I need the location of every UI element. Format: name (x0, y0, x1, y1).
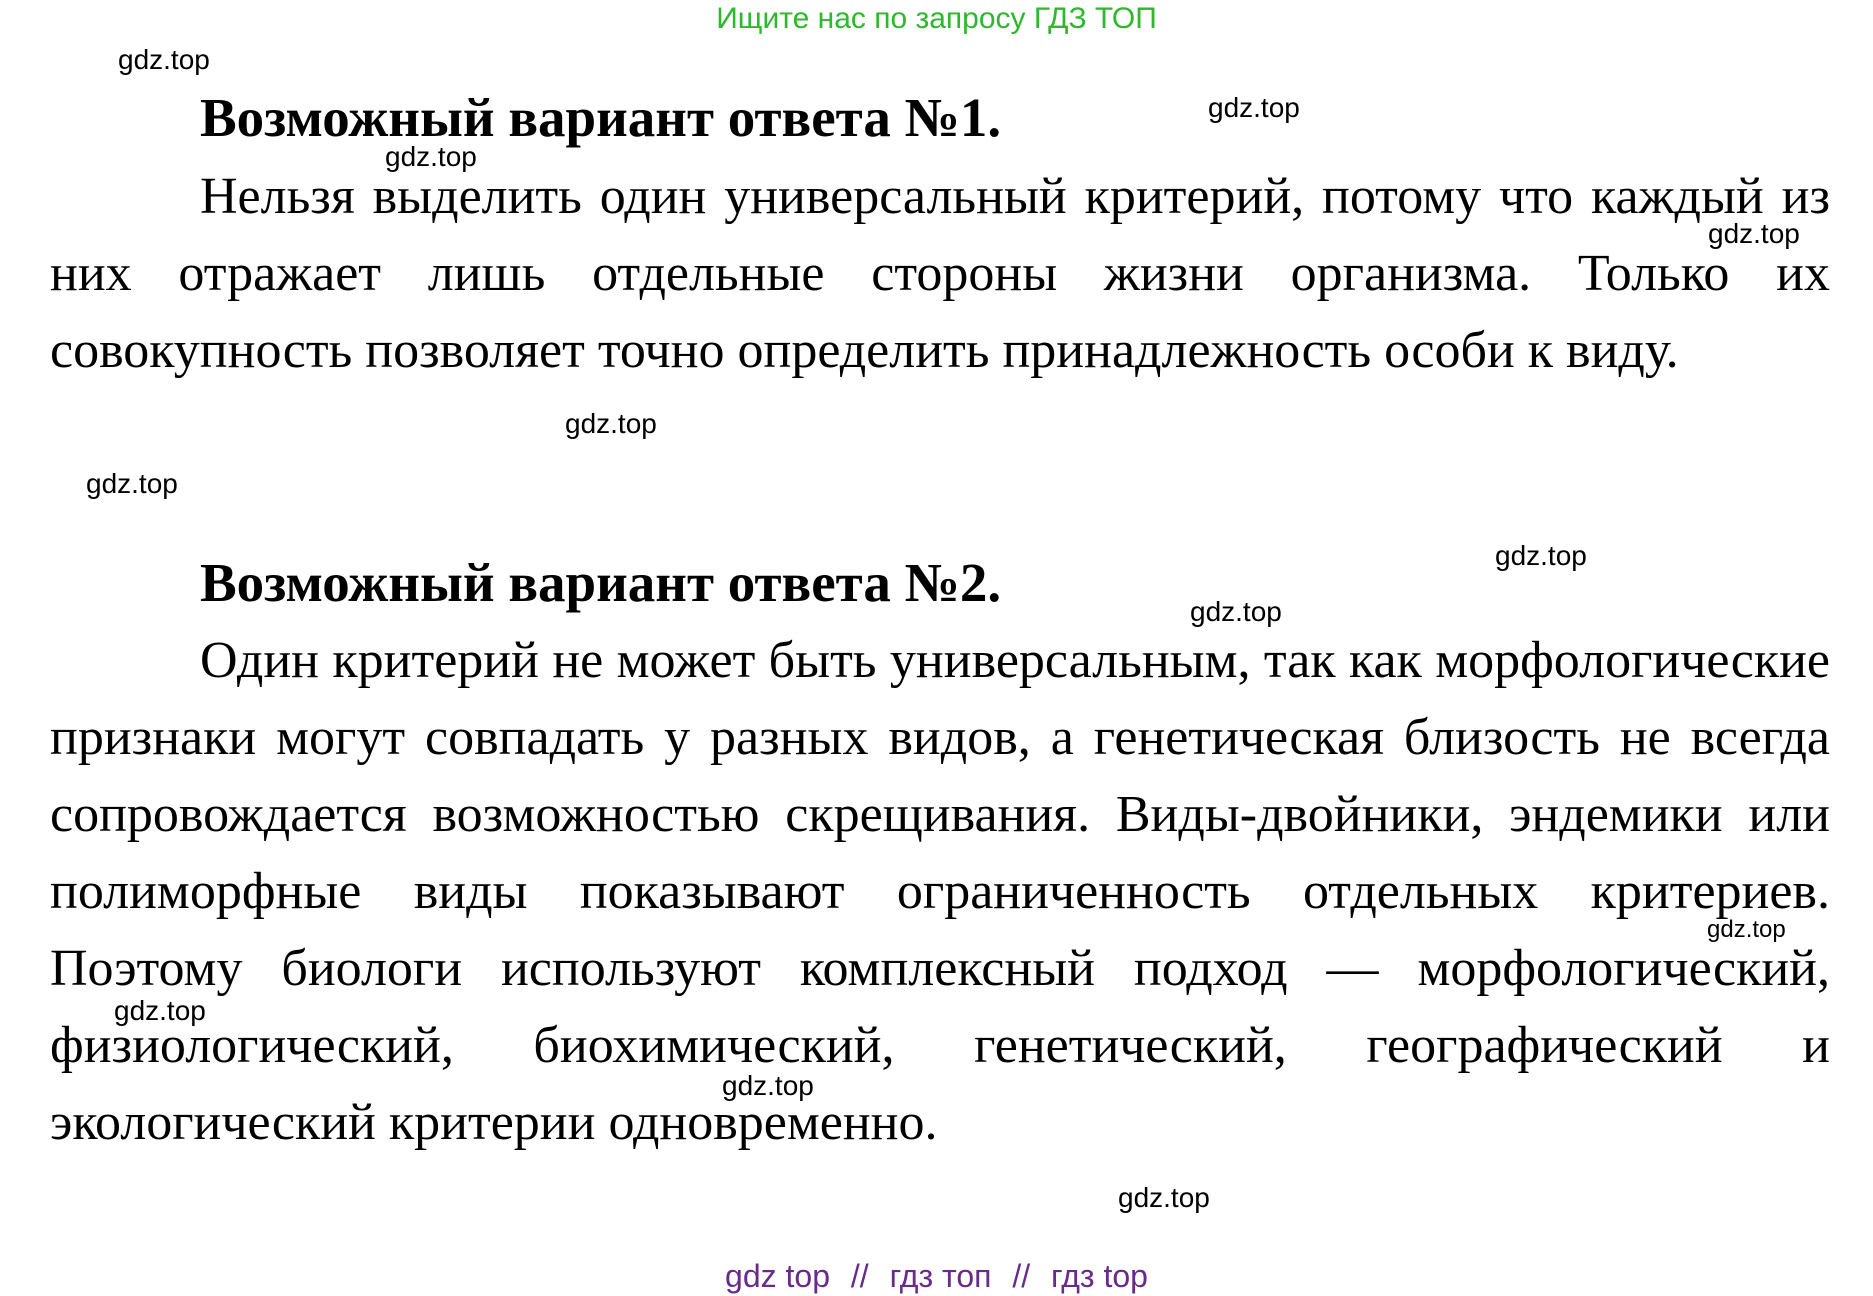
watermark: gdz.top (722, 1070, 814, 1101)
footer-link-gdz-top-mixed[interactable]: гдз top (1051, 1258, 1148, 1294)
watermark: gdz.top (86, 468, 178, 499)
watermark: gdz.top (1495, 540, 1587, 571)
answer-1-heading: Возможный вариант ответа №1. (200, 87, 1002, 148)
footer-link-gdz-top-ru[interactable]: гдз топ (889, 1258, 992, 1294)
watermark: gdz.top (385, 141, 477, 172)
answer-2-text: Один критерий не может быть универсальным, так как морфологические признаки могут совпадать у разных видов, а генетическая близость не всегда сопровождается возможностью скрещивания. Виды-двойники, эндемики или полиморфные виды показывают ограниченность отдельных критериев. Поэтому биологи используют комплексный подход — морфологический, физиологический, биохимический, генетический, географический и экологический критерии одновременно. (50, 632, 1830, 1151)
footer-separator: // (1012, 1258, 1031, 1294)
answer-2-heading: Возможный вариант ответа №2. (200, 552, 1002, 613)
watermark: gdz.top (1118, 1182, 1210, 1213)
watermark: gdz.top (1208, 92, 1300, 123)
footer-links (0, 1258, 1873, 1295)
footer-separator: // (850, 1258, 869, 1294)
search-banner: Ищите нас по запросу ГДЗ ТОП (716, 2, 1157, 35)
watermark: gdz.top (565, 408, 657, 439)
watermark: gdz.top (118, 44, 210, 75)
answer-1-text: Нельзя выделить один универсальный критерий, потому что каждый из них отражает лишь отдельные стороны жизни организма. Только их совокупность позволяет точно определить принадлежность особи к виду. (50, 168, 1830, 379)
watermark: gdz.top (1190, 596, 1282, 627)
watermark: gdz.top (1708, 218, 1800, 249)
footer-link-gdz-top[interactable]: gdz top (725, 1258, 830, 1294)
watermark: gdz.top (114, 995, 206, 1026)
watermark: gdz.top (1707, 916, 1786, 943)
